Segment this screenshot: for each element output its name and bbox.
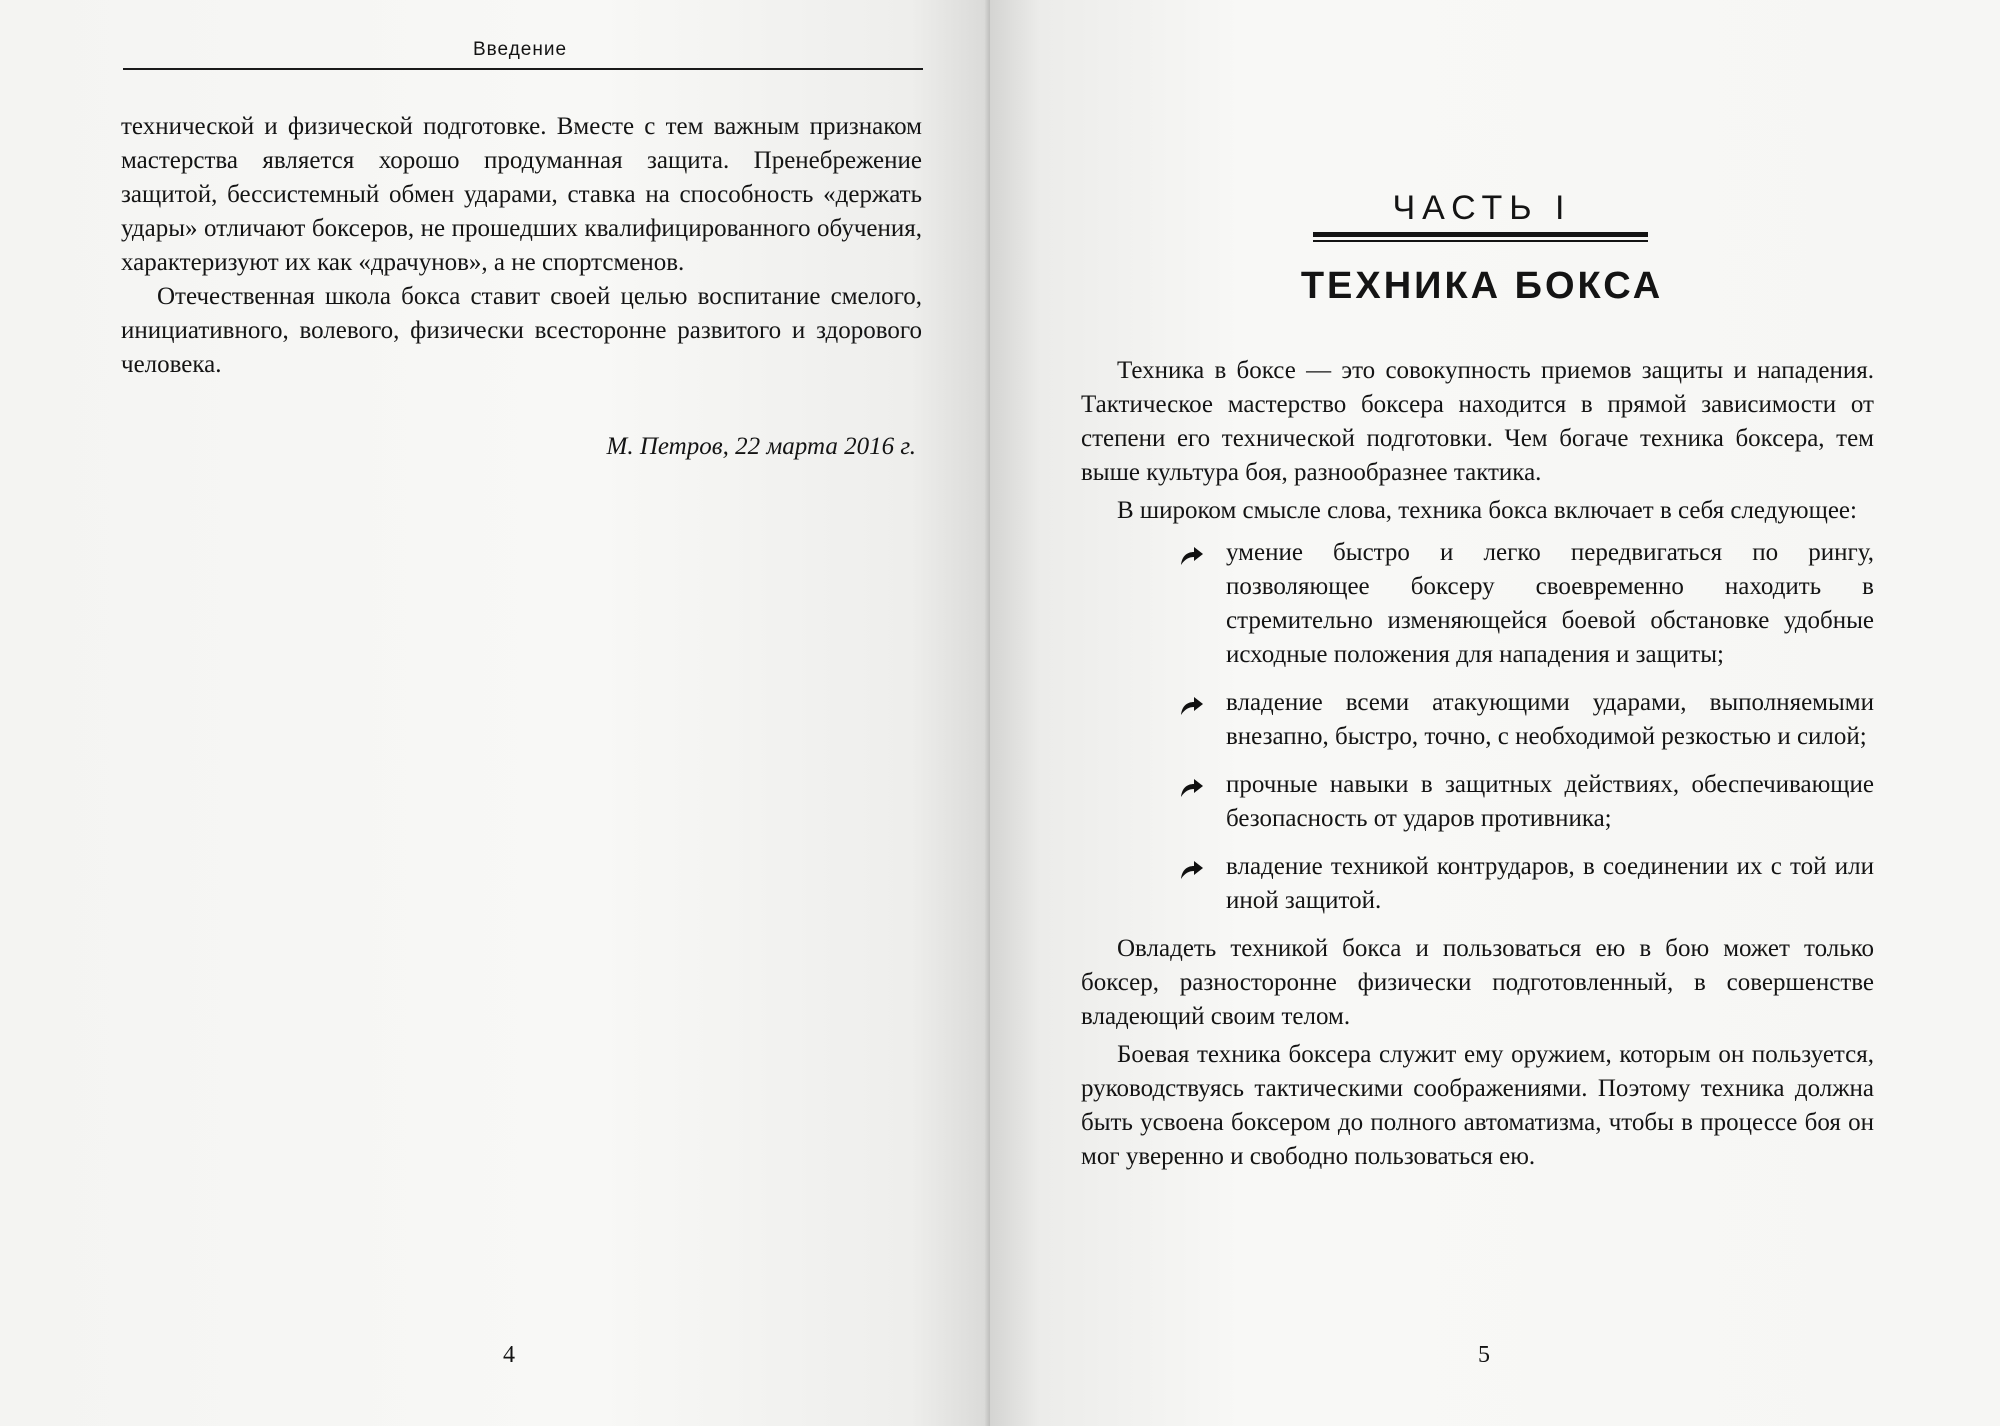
curved-arrow-icon [1178, 859, 1204, 881]
paragraph: Боевая техника боксера служит ему оружием, которым он пользуется, руководствуясь тактическими соображениями. Поэтому техника должна быть усвоена боксером до полного автоматизма, чтобы в процессе боя он мог уверенно и свободно пользоваться ею. [1081, 1041, 1874, 1170]
technique-list [1081, 536, 1874, 918]
paragraph: В широком смысле слова, техника бокса включает в себя следующее: [1117, 497, 1857, 524]
chapter-title: ТЕХНИКА БОКСА [1300, 265, 1664, 307]
author-signature: М. Петров, 22 марта 2016 г. [606, 433, 916, 460]
page-number-left: 4 [503, 1342, 515, 1368]
list-item-text: владение техникой контрударов, в соединении их с той или иной защитой. [1226, 853, 1874, 914]
list-item-text: умение быстро и легко передвигаться по рингу, позволяющее боксеру своевременно находить в стремительно изменяющейся боевой обстановке удобные исходные положения для нападения и защиты; [1226, 539, 1874, 668]
list-item [1081, 850, 1874, 918]
paragraph: Техника в боксе — это совокупность приемов защиты и нападения. Тактическое мастерство боксера находится в прямой зависимости от степени его технической подготовки. Чем богаче техника боксера, тем выше культура боя, разнообразнее тактика. [1081, 357, 1874, 486]
list-item-text: владение всеми атакующими ударами, выполняемыми внезапно, быстро, точно, с необходимой резкостью и силой; [1226, 689, 1874, 750]
paragraph: Отечественная школа бокса ставит своей целью воспитание смелого, инициативного, волевого, физически всесторонне развитого и здорового человека. [121, 283, 922, 378]
curved-arrow-icon [1178, 695, 1204, 717]
paragraph: Овладеть техникой бокса и пользоваться ею в бою может только боксер, разносторонне физически подготовленный, в совершенстве владеющий своим телом. [1081, 935, 1874, 1030]
page-number-right: 5 [1478, 1342, 1490, 1368]
running-head-rule [123, 68, 923, 70]
part-rule [1313, 232, 1648, 242]
right-body-text [1081, 354, 1874, 1174]
list-item [1081, 536, 1874, 672]
curved-arrow-icon [1178, 777, 1204, 799]
list-item [1081, 686, 1874, 754]
list-item [1081, 768, 1874, 836]
list-item-text: прочные навыки в защитных действиях, обеспечивающие безопасность от ударов противника; [1226, 771, 1874, 832]
right-page [990, 0, 2000, 1426]
curved-arrow-icon [1178, 545, 1204, 567]
paragraph: технической и физической подготовке. Вместе с тем важным признаком мастерства является хорошо продуманная защита. Пренебрежение защитой, бессистемный обмен ударами, ставка на способность «держать удары» отличают боксеров, не прошедших квалифицированного обучения, характеризуют их как «драчунов», а не спортсменов. [121, 113, 922, 276]
running-head-title: Введение [473, 39, 568, 60]
running-head [123, 38, 923, 70]
part-label: ЧАСТЬ I [1392, 189, 1572, 227]
left-page [0, 0, 990, 1426]
left-body-text [121, 110, 922, 382]
